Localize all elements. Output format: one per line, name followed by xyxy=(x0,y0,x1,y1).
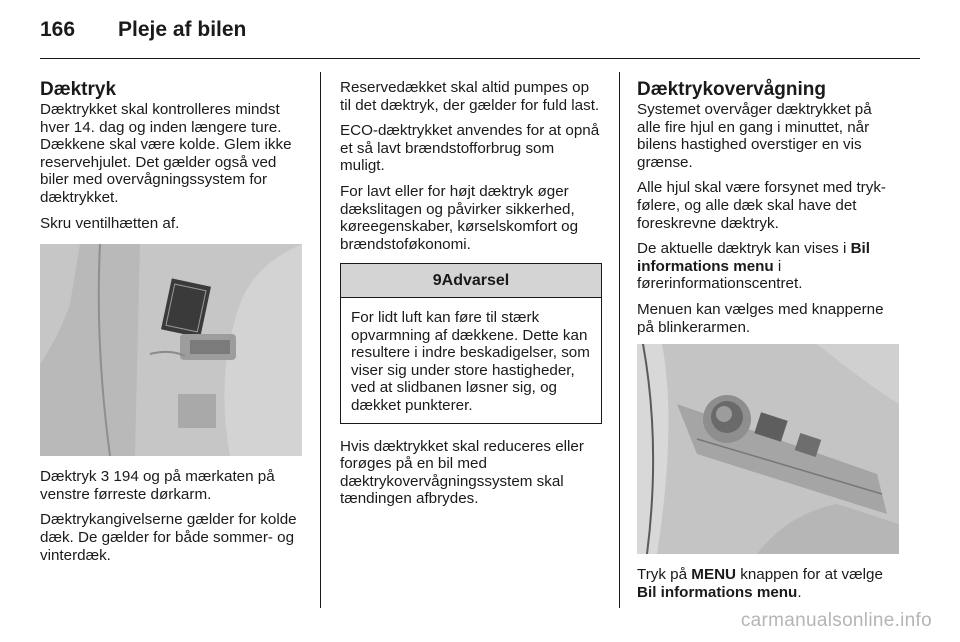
door-pillar-drawing xyxy=(40,244,302,456)
watermark: carmanualsonline.info xyxy=(740,610,932,631)
paragraph: Alle hjul skal være forsynet med tryk-følere, og alle dæk skal have det foreskrevne dæktryk. xyxy=(637,179,886,232)
paragraph: Skru ventilhætten af. xyxy=(40,214,180,232)
page-number: 166 xyxy=(40,18,76,41)
paragraph: Tryk på MENU knappen for at vælge Bil informations menu. xyxy=(637,566,883,601)
paragraph: For lavt eller for højt dæktryk øger dækslitagen og påvirker sikkerhed, køreegenskaber, kørselskomfort og brændstoføkonomi. xyxy=(340,182,579,253)
warning-box xyxy=(340,263,602,423)
turn-signal-lever-illustration xyxy=(637,344,899,554)
column-divider-1 xyxy=(320,72,321,608)
paragraph: Dæktryk 3 194 og på mærkaten på venstre førreste dørkarm. xyxy=(40,468,275,503)
paragraph: De aktuelle dæktryk kan vises i Bil informations menu i førerinformationscentret. xyxy=(637,240,870,293)
paragraph: Reservedækket skal altid pumpes op til det dæktryk, der gælder for fuld last. xyxy=(340,79,600,114)
warning-title: Advarsel xyxy=(441,272,510,290)
column-1 xyxy=(40,79,302,572)
section-heading-daektrykovervagning: Dæktrykovervågning xyxy=(637,79,827,100)
door-pillar-illustration xyxy=(40,244,302,456)
paragraph: Hvis dæktrykket skal reduceres eller forøges på en bil med dæktrykovervågningssystem skal tændingen afbrydes. xyxy=(340,437,584,508)
page-title: Pleje af bilen xyxy=(118,18,247,41)
lever-drawing xyxy=(637,344,899,554)
cross-reference-icon: 3 xyxy=(100,468,110,486)
paragraph: ECO-dæktrykket anvendes for at opnå et så lavt brændstofforbrug som muligt. xyxy=(340,122,600,175)
column-2 xyxy=(340,79,602,516)
paragraph: Dæktrykangivelserne gælder for kolde dæk. De gælder for både sommer- og vinterdæk. xyxy=(40,511,297,564)
section-heading-daektryk: Dæktryk xyxy=(40,79,117,100)
column-divider-2 xyxy=(619,72,620,608)
page-header xyxy=(40,18,920,48)
paragraph: Systemet overvåger dæktrykket på alle fire hjul en gang i minuttet, når bilens hastighed overstiger en vis grænse. xyxy=(637,101,872,171)
header-rule xyxy=(40,58,920,59)
warning-text: For lidt luft kan føre til stærk opvarmning af dækkene. Dette kan resultere i indre beskadigelser, som viser sig under store hastigheder, ved at slidbanen løsner sig, og dækket punkterer. xyxy=(351,308,590,414)
warning-header xyxy=(341,264,601,298)
warning-triangle-icon: 9 xyxy=(432,272,442,290)
column-3 xyxy=(637,79,899,609)
paragraph: Menuen kan vælges med knapperne på blinkerarmen. xyxy=(637,300,884,336)
paragraph: Dæktrykket skal kontrolleres mindst hver 14. dag og inden længere ture. Dækkene skal være kolde. Glem ikke reservehjulet. Det gælder også ved biler med overvågningssystem for dæktrykket. xyxy=(40,101,292,206)
